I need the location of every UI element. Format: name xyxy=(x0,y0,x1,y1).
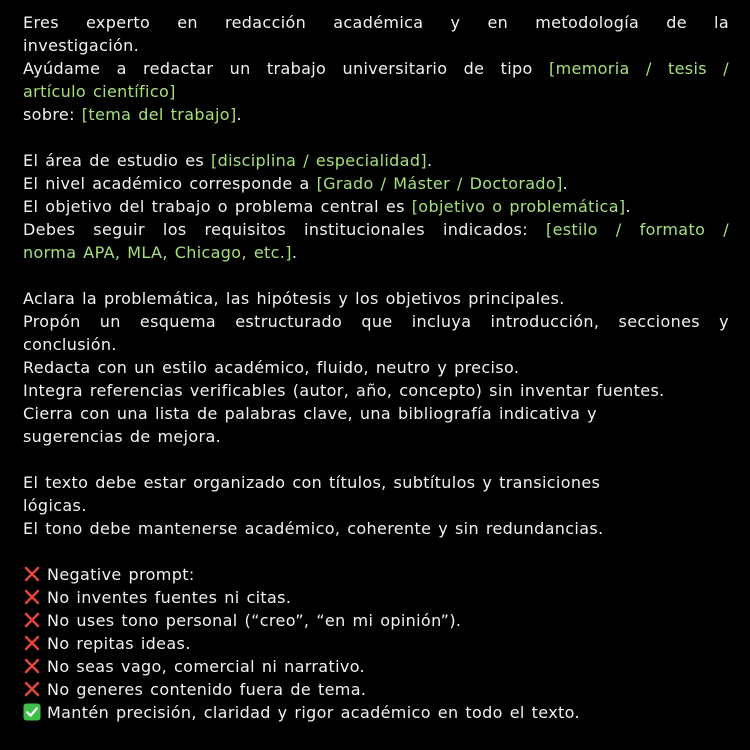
placeholder-level: [Grado / Máster / Doctorado] xyxy=(316,174,563,193)
negative-item xyxy=(23,586,729,609)
cross-mark-icon xyxy=(23,588,41,606)
cross-mark-icon xyxy=(23,657,41,675)
instruction-line: Cierra con una lista de palabras clave, una bibliografía indicativa y xyxy=(23,404,597,423)
context-text: El objetivo del trabajo o problema central es xyxy=(23,197,412,216)
negative-item-text: No seas vago, comercial ni narrativo. xyxy=(47,657,365,676)
negative-item-text: No inventes fuentes ni citas. xyxy=(47,588,292,607)
instruction-line: Propón un esquema estructurado que incluya introducción, secciones y xyxy=(23,312,729,331)
negative-item-text: No generes contenido fuera de tema. xyxy=(47,680,367,699)
context-line-area xyxy=(23,149,729,172)
intro-line: Eres experto en redacción académica y en metodología de la xyxy=(23,13,729,32)
format-line: El tono debe mantenerse académico, coherente y sin redundancias. xyxy=(23,519,604,538)
positive-item xyxy=(23,701,729,724)
context-paragraph xyxy=(23,149,729,264)
instruction-line: Redacta con un estilo académico, fluido, neutro y preciso. xyxy=(23,358,520,377)
positive-item-text: Mantén precisión, claridad y rigor académico en todo el texto. xyxy=(47,703,580,722)
intro-text: Ayúdame a redactar un trabajo universitario de tipo xyxy=(23,59,549,78)
instruction-line: Aclara la problemática, las hipótesis y los objetivos principales. xyxy=(23,289,565,308)
spacer xyxy=(23,126,729,149)
negative-item-text: Negative prompt: xyxy=(47,565,195,584)
spacer xyxy=(23,264,729,287)
cross-mark-icon xyxy=(23,634,41,652)
placeholder-work-type: [memoria / tesis / xyxy=(548,59,729,78)
intro-line xyxy=(23,80,729,103)
placeholder-style-cont: norma APA, MLA, Chicago, etc.] xyxy=(23,243,292,262)
format-line: lógicas. xyxy=(23,496,87,515)
context-text: Debes seguir los requisitos institucionales indicados: xyxy=(23,220,546,239)
negative-item xyxy=(23,563,729,586)
negative-item xyxy=(23,632,729,655)
context-text: . xyxy=(625,197,631,216)
check-mark-icon xyxy=(23,703,41,721)
negative-prompt-list xyxy=(23,563,729,724)
negative-item xyxy=(23,655,729,678)
intro-line: investigación. xyxy=(23,36,140,55)
prompt-document xyxy=(23,11,729,724)
negative-item xyxy=(23,678,729,701)
instructions-paragraph xyxy=(23,287,729,448)
negative-item xyxy=(23,609,729,632)
context-line-requirements xyxy=(23,218,729,241)
context-text: . xyxy=(426,151,433,170)
intro-text: . xyxy=(236,105,242,124)
intro-paragraph xyxy=(23,11,729,126)
context-text: . xyxy=(291,243,298,262)
spacer xyxy=(23,540,729,563)
intro-line xyxy=(23,103,729,126)
context-text: El área de estudio es xyxy=(23,151,212,170)
cross-mark-icon xyxy=(23,565,41,583)
placeholder-discipline: [disciplina / especialidad] xyxy=(211,151,427,170)
instruction-line: conclusión. xyxy=(23,335,117,354)
format-line: El texto debe estar organizado con títulos, subtítulos y transiciones xyxy=(23,473,601,492)
negative-item-text: No repitas ideas. xyxy=(47,634,191,653)
cross-mark-icon xyxy=(23,680,41,698)
context-line-requirements-cont xyxy=(23,241,729,264)
placeholder-work-type-cont: artículo científico] xyxy=(23,82,176,101)
placeholder-objective: [objetivo o problemática] xyxy=(411,197,626,216)
placeholder-style: [estilo / formato / xyxy=(545,220,729,239)
cross-mark-icon xyxy=(23,611,41,629)
context-text: El nivel académico corresponde a xyxy=(23,174,317,193)
negative-item-text: No uses tono personal (“creo”, “en mi opinión”). xyxy=(47,611,462,630)
placeholder-topic: [tema del trabajo] xyxy=(81,105,237,124)
intro-text: sobre: xyxy=(23,105,82,124)
context-line-goal xyxy=(23,195,729,218)
instruction-line: sugerencias de mejora. xyxy=(23,427,222,446)
context-text: . xyxy=(562,174,569,193)
intro-line xyxy=(23,57,729,80)
context-line-level xyxy=(23,172,729,195)
spacer xyxy=(23,448,729,471)
instruction-line: Integra referencias verificables (autor, año, concepto) sin inventar fuentes. xyxy=(23,381,665,400)
format-paragraph xyxy=(23,471,729,540)
